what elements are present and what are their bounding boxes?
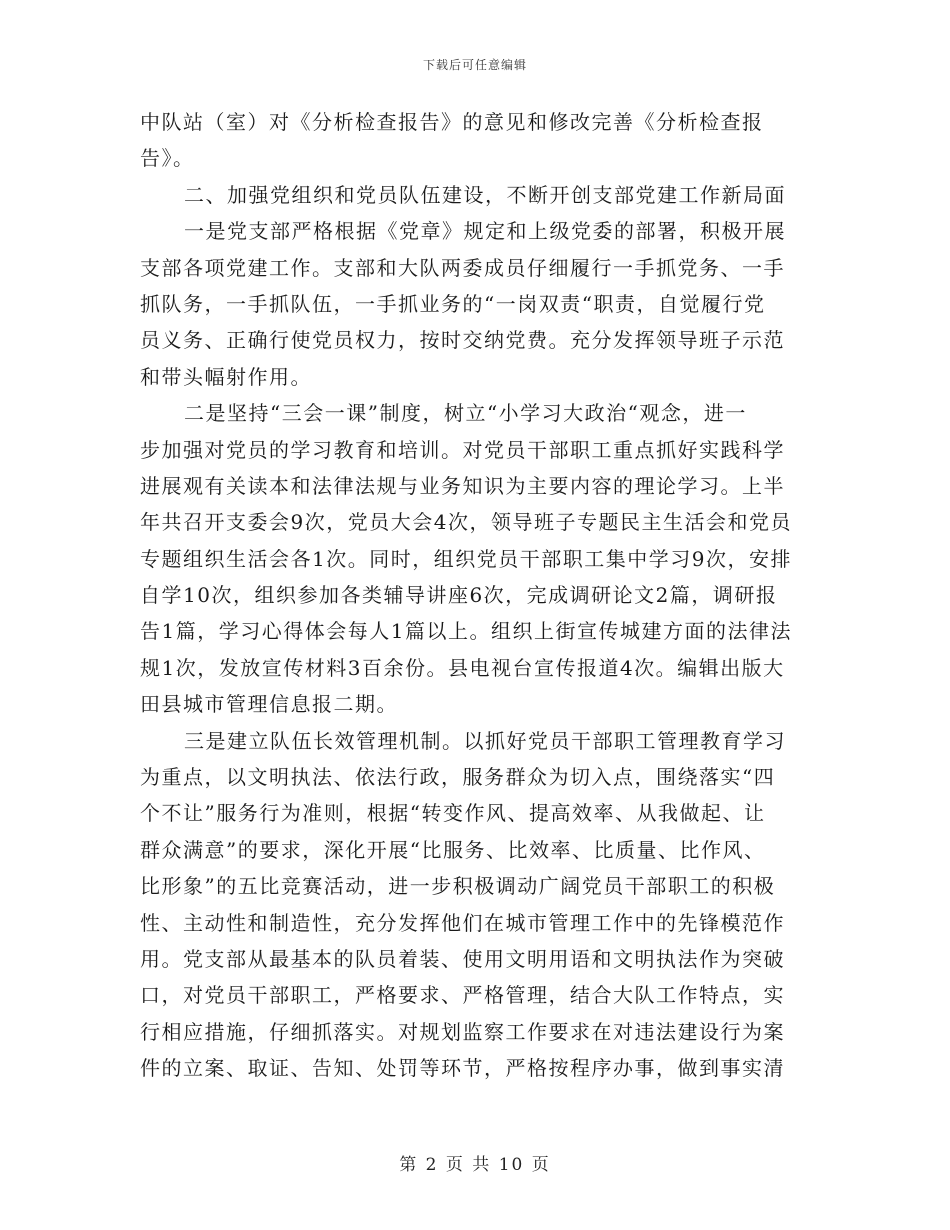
text-line: 年共召开支委会9次，党员大会4次，领导班子专题民主生活会和党员: [140, 510, 792, 535]
document-body: [140, 104, 820, 1087]
text-line: 支部各项党建工作。支部和大队两委成员仔细履行一手抓党务、一手: [140, 255, 785, 280]
text-line: 为重点，以文明执法、依法行政，服务群众为切入点，围绕落实“四: [140, 765, 776, 790]
text-line: 用。党支部从最基本的队员着装、使用文明用语和文明执法作为突破: [140, 946, 785, 971]
text-line: 步加强对党员的学习教育和培训。对党员干部职工重点抓好实践科学: [140, 437, 785, 462]
text-line: 二、加强党组织和党员队伍建设，不断开创支部党建工作新局面: [184, 182, 786, 207]
text-line: 自学10次，组织参加各类辅导讲座6次，完成调研论文2篇，调研报: [140, 583, 778, 608]
text-line: 三是建立队伍长效管理机制。以抓好党员干部职工管理教育学习: [184, 728, 786, 753]
text-line: 田县城市管理信息报二期。: [140, 692, 398, 717]
text-line: 一是党支部严格根据《党章》规定和上级党委的部署，积极开展: [184, 219, 786, 244]
text-line: 二是坚持“三会一课”制度，树立“小学习大政治“观念，进一: [184, 401, 747, 426]
page-footer: 第 2 页 共 10 页: [399, 1155, 551, 1175]
text-line: 性、主动性和制造性，充分发挥他们在城市管理工作中的先锋模范作: [140, 910, 785, 935]
text-line: 告》。: [140, 146, 195, 171]
text-line: 进展观有关读本和法律法规与业务知识为主要内容的理论学习。上半: [140, 473, 785, 498]
header-note: 下载后可任意编辑: [422, 58, 527, 72]
text-line: 专题组织生活会各1次。同时，组织党员干部职工集中学习9次，安排: [140, 546, 792, 571]
text-line: 规1次，发放宣传材料3百余份。县电视台宣传报道4次。编辑出版大: [140, 655, 785, 680]
text-line: 抓队务，一手抓队伍，一手抓业务的“一岗双责“职责，自觉履行党: [140, 291, 766, 316]
text-line: 行相应措施，仔细抓落实。对规划监察工作要求在对违法建设行为案: [140, 1019, 785, 1044]
text-line: 件的立案、取证、告知、处罚等环节，严格按程序办事，做到事实清: [140, 1056, 785, 1081]
text-line: 中队站（室）对《分析检查报告》的意见和修改完善《分析检查报: [140, 110, 764, 134]
text-line: 群众满意”的要求，深化开展“比服务、比效率、比质量、比作风、: [140, 837, 766, 862]
text-line: 员义务、正确行使党员权力，按时交纳党费。充分发挥领导班子示范: [140, 328, 785, 353]
text-line: 告1篇，学习心得体会每人1篇以上。组织上街宣传城建方面的法律法: [140, 619, 792, 644]
text-line: 和带头幅射作用。: [140, 364, 312, 389]
text-line: 比形象”的五比竞赛活动，进一步积极调动广阔党员干部职工的积极: [140, 874, 776, 899]
text-line: 口，对党员干部职工，严格要求、严格管理，结合大队工作特点，实: [140, 983, 785, 1008]
text-line: 个不让”服务行为准则，根据“转变作风、提高效率、从我做起、让: [140, 801, 766, 826]
